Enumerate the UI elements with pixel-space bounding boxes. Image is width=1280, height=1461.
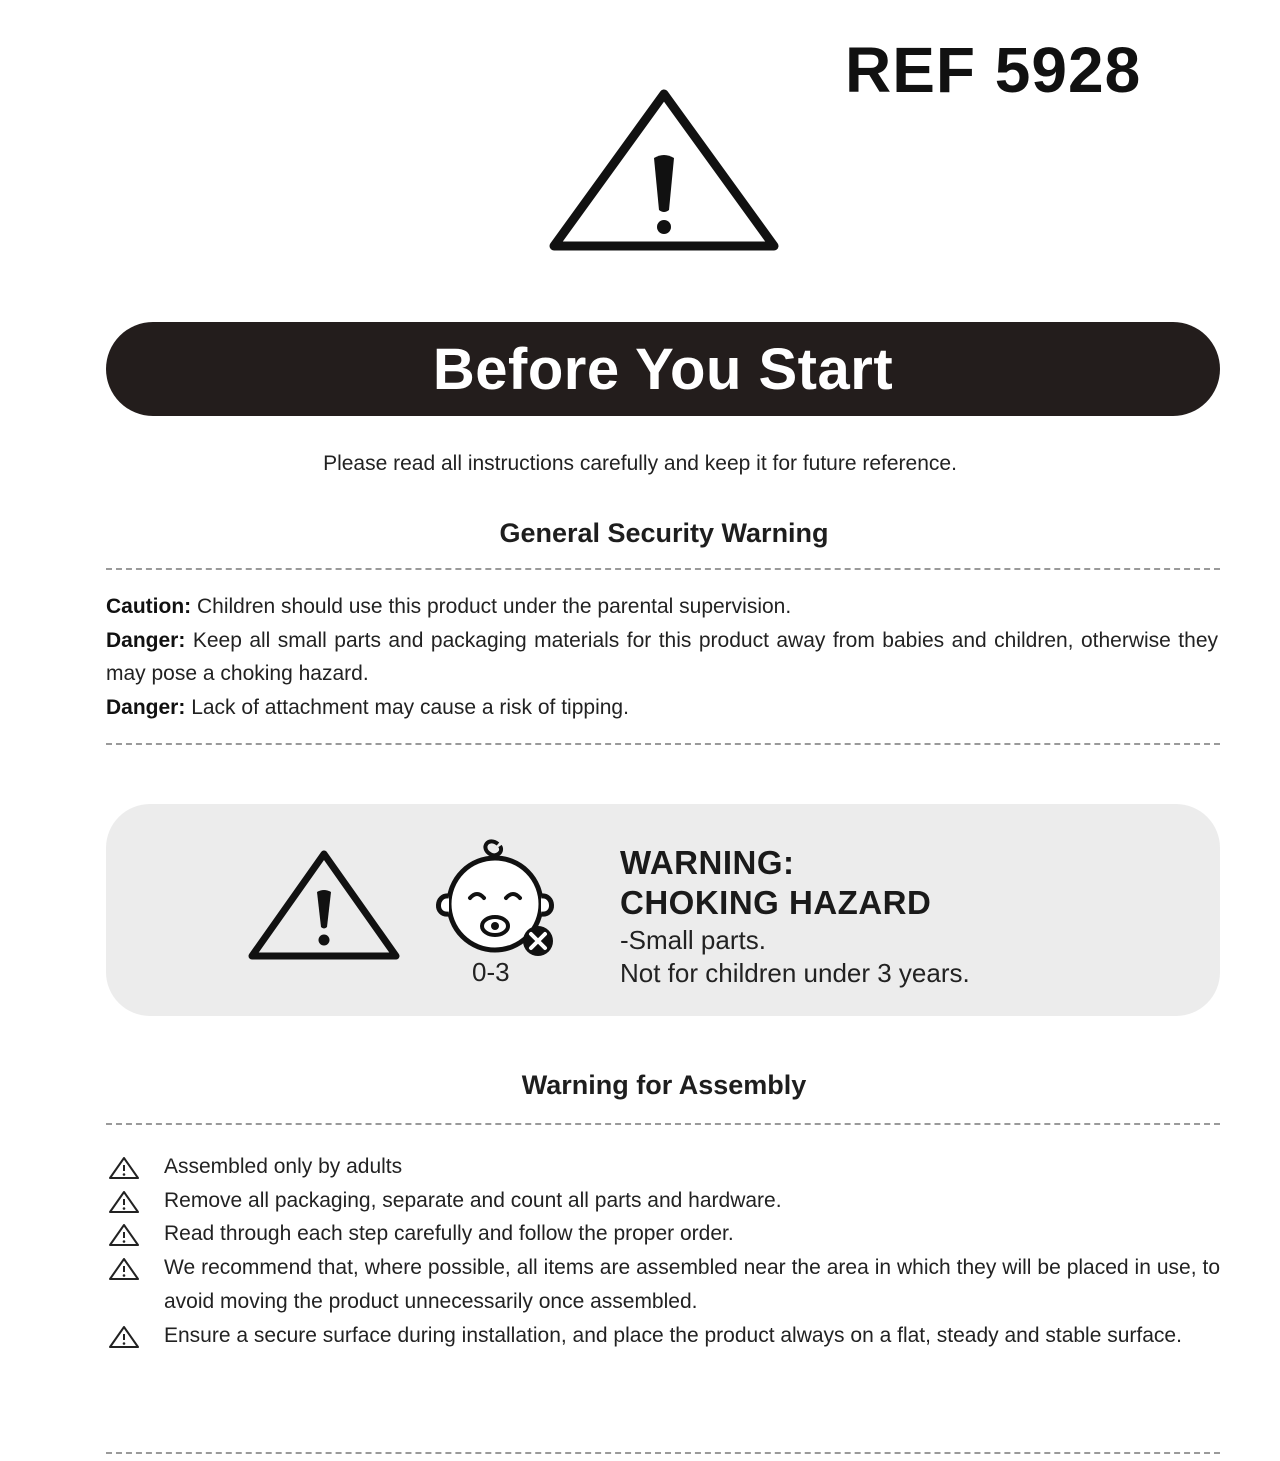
small-warning-triangle-icon — [108, 1257, 140, 1281]
small-warning-triangle-icon — [108, 1325, 140, 1349]
hazard-title: CHOKING HAZARD — [620, 884, 932, 921]
danger-label: Danger: — [106, 695, 186, 719]
danger-line — [106, 624, 1218, 691]
divider — [106, 568, 1220, 570]
list-item — [106, 1150, 1220, 1184]
warning-triangle-icon — [246, 848, 402, 962]
intro-text: Please read all instructions carefully and keep it for future reference. — [323, 452, 957, 475]
list-item-text: Remove all packaging, separate and count all parts and hardware. — [164, 1188, 782, 1212]
danger-text: Keep all small parts and packaging materials for this product away from babies and children, otherwise they may pose a choking hazard. — [106, 628, 1218, 685]
assembly-warning-list — [106, 1150, 1220, 1352]
list-item-text: We recommend that, where possible, all items are assembled near the area in which they will be placed in use, to avoid moving the product unnecessarily once assembled. — [164, 1256, 1220, 1313]
list-item — [106, 1319, 1220, 1353]
caution-line — [106, 590, 1218, 624]
list-item-text: Assembled only by adults — [164, 1155, 403, 1178]
general-security-title: General Security Warning — [499, 518, 829, 548]
divider — [106, 1123, 1220, 1125]
list-item — [106, 1217, 1220, 1251]
small-warning-triangle-icon — [108, 1156, 140, 1180]
small-warning-triangle-icon — [108, 1190, 140, 1214]
caution-label: Caution: — [106, 595, 192, 618]
general-security-warnings — [106, 590, 1218, 724]
list-item-text: Read through each step carefully and follow the proper order. — [164, 1222, 734, 1246]
assembly-warning-title: Warning for Assembly — [521, 1070, 807, 1100]
hazard-subtext: Not for children under 3 years. — [620, 958, 970, 988]
hazard-title: WARNING: — [620, 844, 795, 881]
list-item — [106, 1184, 1220, 1218]
hazard-subtext: -Small parts. — [620, 925, 766, 955]
baby-face-icon — [420, 834, 570, 958]
warning-triangle-icon — [548, 86, 780, 256]
small-warning-triangle-icon — [108, 1223, 140, 1247]
danger-line — [106, 691, 1218, 725]
divider — [106, 1452, 1220, 1454]
list-item — [106, 1251, 1220, 1318]
page-banner-title: Before You Start — [106, 322, 1220, 416]
reference-number: REF 5928 — [845, 34, 1142, 106]
list-item-text: Ensure a secure surface during installation, and place the product always on a flat, steady and stable surface. — [164, 1323, 1182, 1347]
caution-text: Children should use this product under the parental supervision. — [197, 595, 792, 618]
danger-label: Danger: — [106, 628, 186, 652]
age-label: 0-3 — [472, 957, 510, 987]
divider — [106, 743, 1220, 745]
danger-text: Lack of attachment may cause a risk of tipping. — [191, 695, 629, 719]
